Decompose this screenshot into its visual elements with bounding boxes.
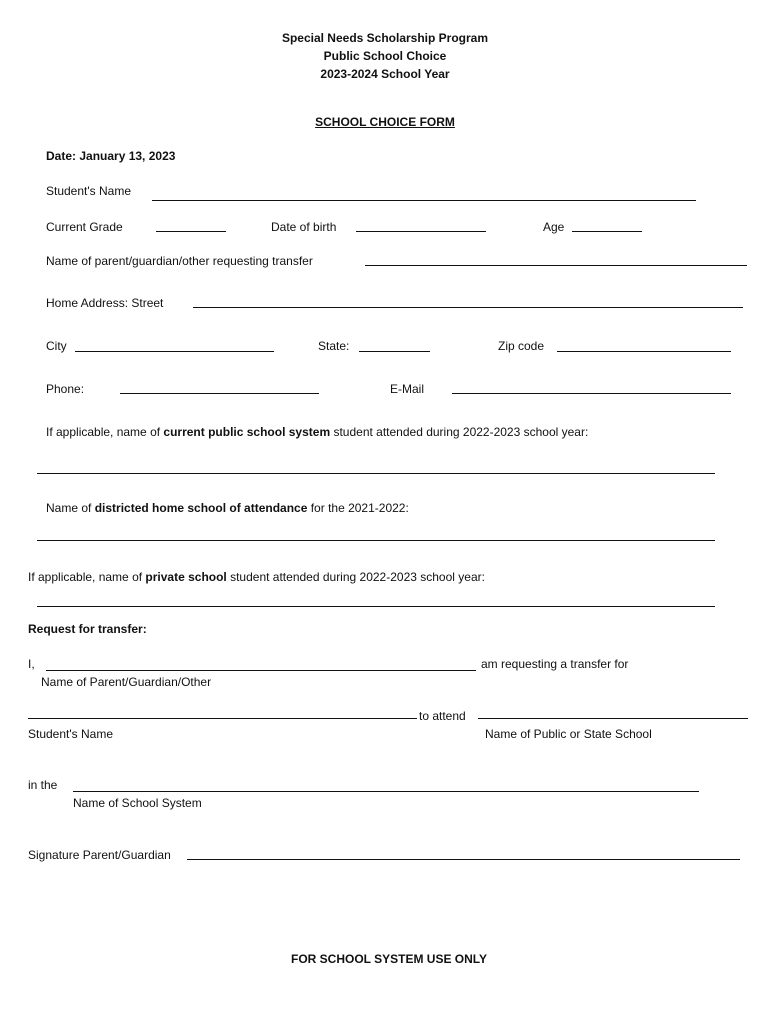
to-attend-text: to attend: [419, 709, 466, 723]
email-line[interactable]: [452, 393, 731, 394]
public-school-caption: Name of Public or State School: [485, 727, 652, 741]
city-label: City: [46, 339, 67, 353]
zip-code-line[interactable]: [557, 351, 731, 352]
header-program-title: Special Needs Scholarship Program: [281, 31, 489, 45]
student-name-label: Student's Name: [46, 184, 132, 198]
date-of-birth-label: Date of birth: [271, 220, 337, 234]
phone-line[interactable]: [120, 393, 319, 394]
age-label: Age: [543, 220, 565, 234]
phone-label: Phone:: [46, 382, 85, 396]
transfer-heading: Request for transfer:: [28, 622, 147, 636]
current-school-question: If applicable, name of current public school system student attended during 2022-2023 school year:: [46, 425, 589, 439]
parent-guardian-line[interactable]: [46, 670, 476, 671]
home-address-line[interactable]: [193, 307, 743, 308]
header-school-year: 2023-2024 School Year: [320, 67, 450, 81]
home-address-label: Home Address: Street: [46, 296, 164, 310]
districted-school-line[interactable]: [37, 540, 715, 541]
city-line[interactable]: [75, 351, 274, 352]
state-line[interactable]: [359, 351, 430, 352]
private-school-line[interactable]: [37, 606, 715, 607]
parent-name-label: Name of parent/guardian/other requesting transfer: [46, 254, 313, 268]
school-system-line[interactable]: [73, 791, 699, 792]
email-label: E-Mail: [390, 382, 425, 396]
private-school-question: If applicable, name of private school student attended during 2022-2023 school year:: [28, 570, 485, 584]
requesting-transfer-text: am requesting a transfer for: [481, 657, 629, 671]
districted-school-question: Name of districted home school of attendance for the 2021-2022:: [46, 501, 409, 515]
student-name-line[interactable]: [152, 200, 696, 201]
transfer-student-name-line[interactable]: [28, 718, 417, 719]
in-the-text: in the: [28, 778, 58, 792]
current-school-line[interactable]: [37, 473, 715, 474]
student-name-caption: Student's Name: [28, 727, 114, 741]
i-label: I,: [28, 657, 35, 671]
age-line[interactable]: [572, 231, 642, 232]
current-grade-label: Current Grade: [46, 220, 123, 234]
zip-code-label: Zip code: [498, 339, 545, 353]
form-title: SCHOOL CHOICE FORM: [315, 115, 455, 129]
school-system-caption: Name of School System: [73, 796, 202, 810]
date-of-birth-line[interactable]: [356, 231, 486, 232]
school-system-use-only: FOR SCHOOL SYSTEM USE ONLY: [290, 952, 488, 966]
signature-line[interactable]: [187, 859, 740, 860]
date-line: Date: January 13, 2023: [46, 149, 176, 163]
parent-guardian-caption: Name of Parent/Guardian/Other: [41, 675, 212, 689]
header-subtitle: Public School Choice: [323, 49, 447, 63]
signature-label: Signature Parent/Guardian: [28, 848, 171, 862]
current-grade-line[interactable]: [156, 231, 226, 232]
public-school-line[interactable]: [478, 718, 748, 719]
state-label: State:: [318, 339, 350, 353]
parent-name-line[interactable]: [365, 265, 747, 266]
